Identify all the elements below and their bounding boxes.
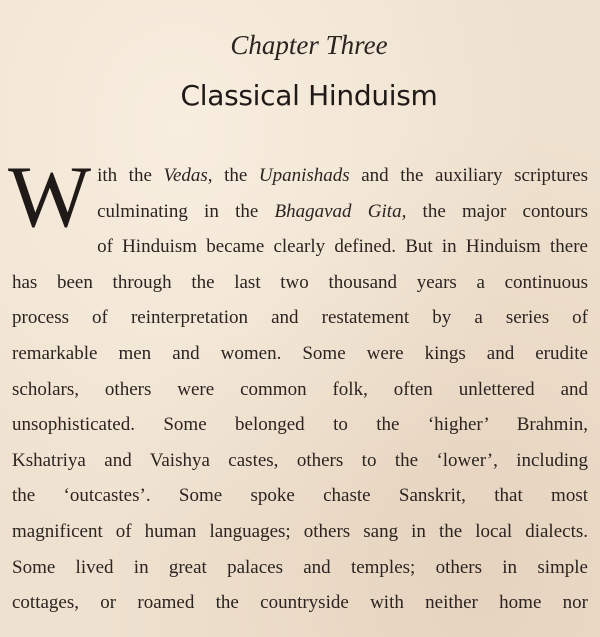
text-span: the major contours [406,200,588,222]
text-line: magnificent of human languages; others sang in the local dialects. [12,520,588,542]
text-line: cottages, or roamed the countryside with neither home nor [12,592,588,614]
text-line: Some lived in great palaces and temples; others in simple [12,556,588,578]
text-span: , the [207,165,259,186]
text-span: culminating in the [97,200,275,222]
text-line: Kshatriya and Vaishya castes, others to the ‘lower’, including [12,449,588,471]
text-span: ith the [97,165,164,186]
drop-cap: W [8,149,92,246]
text-line: has been through the last two thousand years a continuous [12,271,588,293]
chapter-title: Classical Hinduism [180,79,438,112]
text-line [12,158,588,194]
italic-title: Bhagavad Gita, [274,200,407,222]
text-line: unsophisticated. Some belonged to the ‘higher’ Brahmin, [12,414,588,436]
italic-title: Upanishads [258,165,350,186]
chapter-label: Chapter Three [230,30,388,60]
text-line: the ‘outcastes’. Some spoke chaste Sanskrit, that most [12,485,588,507]
body-paragraph [8,149,588,621]
text-line: process of reinterpretation and restatement by a series of [12,307,588,329]
text-line: of Hinduism became clearly defined. But in Hinduism there [97,236,588,258]
italic-title: Vedas [163,165,208,186]
text-line: scholars, others were common folk, often unlettered and [12,378,588,400]
text-span: and the auxiliary scriptures [349,165,588,186]
text-line [12,194,588,230]
text-line: remarkable men and women. Some were kings and erudite [12,342,588,364]
